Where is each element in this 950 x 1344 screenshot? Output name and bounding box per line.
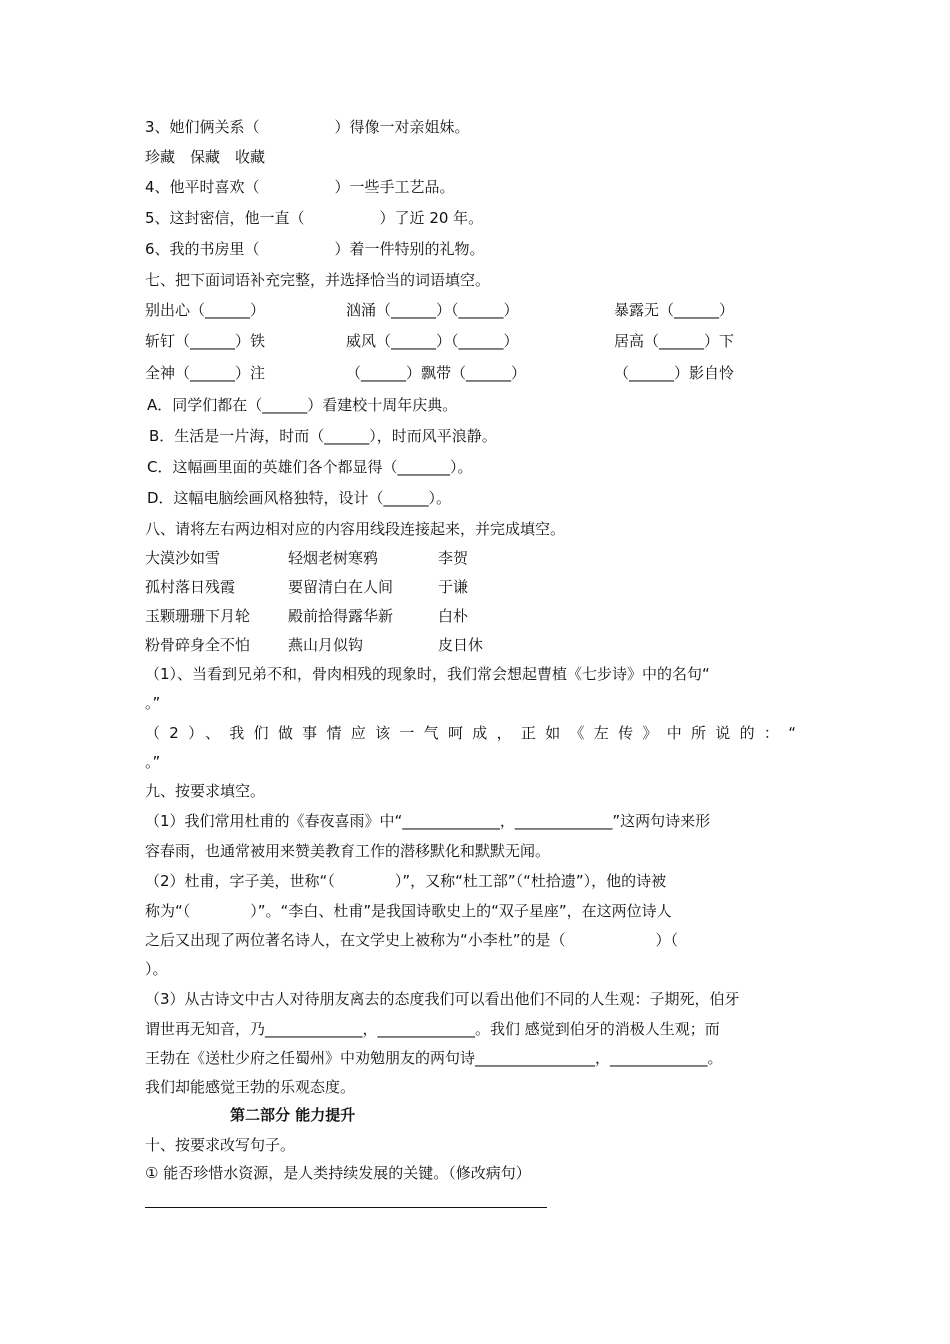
q8-prompt-2-line-2: 。” <box>145 753 161 771</box>
q8-row-4-mid: 燕山月似钩 <box>288 636 364 654</box>
q9-item-3-line-2: 谓世再无知音，乃_____________，_____________。我们 感觉到伯牙的消极人生观；而 <box>145 1020 720 1038</box>
q7-row-2-col-2: 威风（______）（______） <box>346 332 519 350</box>
q8-row-2-left: 孤村落日残霞 <box>145 578 236 596</box>
q8-prompt-2-line-1: （2）、我们做事情应该一气呵成，正如《左传》中所说的：“ <box>145 724 805 742</box>
q6-options: 珍藏 保藏 收藏 <box>145 148 266 166</box>
q10-title: 十、按要求改写句子。 <box>145 1136 296 1154</box>
q8-row-4-left: 粉骨碎身全不怕 <box>145 636 251 654</box>
q8-title: 八、请将左右两边相对应的内容用线段连接起来，并完成填空。 <box>145 520 566 538</box>
q7-row-3-col-3: （______）影自怜 <box>614 364 735 382</box>
q7-title: 七、把下面词语补充完整，并选择恰当的词语填空。 <box>145 271 491 289</box>
q7-row-2-col-1: 斩钉（______）铁 <box>145 332 266 350</box>
q7-row-1-col-1: 别出心（______） <box>145 301 266 319</box>
answer-line <box>145 1207 547 1208</box>
q7-item-c: C．这幅画里面的英雄们各个都显得（_______）。 <box>147 458 473 476</box>
q8-row-3-left: 玉颗珊珊下月轮 <box>145 607 251 625</box>
q6-sentence-3: 3、她们俩关系（ ）得像一对亲姐妹。 <box>145 118 470 136</box>
q7-item-b: B．生活是一片海，时而（______），时而风平浪静。 <box>149 427 497 445</box>
q7-row-3-col-1: 全神（______）注 <box>145 364 266 382</box>
q7-row-1-col-3: 暴露无（______） <box>614 301 735 319</box>
q9-item-2-line-1: （2）杜甫，字子美，世称“（ ）”，又称“杜工部”（“杜拾遗”），他的诗被 <box>145 872 667 890</box>
q9-title: 九、按要求填空。 <box>145 782 266 800</box>
q9-item-2-line-3: 之后又出现了两位著名诗人，在文学史上被称为“小李杜”的是（ ）（ <box>145 931 679 949</box>
q9-item-1-line-1: （1）我们常用杜甫的《春夜喜雨》中“_____________，_____________”这两句诗来形 <box>145 812 711 830</box>
q8-row-1-left: 大漠沙如雪 <box>145 549 221 567</box>
part-2-heading: 第二部分 能力提升 <box>230 1106 356 1124</box>
q8-prompt-1-line-1: （1）、当看到兄弟不和，骨肉相残的现象时，我们常会想起曹植《七步诗》中的名句“ <box>145 665 710 683</box>
q9-item-3-line-4: 我们却能感觉王勃的乐观态度。 <box>145 1078 356 1096</box>
q8-row-1-right: 李贺 <box>438 549 469 567</box>
q8-row-3-mid: 殿前拾得露华新 <box>288 607 394 625</box>
q6-sentence-4: 4、他平时喜欢（ ）一些手工艺品。 <box>145 178 455 196</box>
q8-prompt-1-line-2: 。” <box>145 694 161 712</box>
q7-row-2-col-3: 居高（______）下 <box>614 332 735 350</box>
q6-sentence-6: 6、我的书房里（ ）着一件特别的礼物。 <box>145 240 485 258</box>
q7-item-a: A．同学们都在（______）看建校十周年庆典。 <box>147 396 458 414</box>
q9-item-1-line-2: 容春雨，也通常被用来赞美教育工作的潜移默化和默默无闻。 <box>145 842 551 860</box>
q8-row-1-mid: 轻烟老树寒鸦 <box>288 549 379 567</box>
q9-item-3-line-1: （3）从古诗文中古人对待朋友离去的态度我们可以看出他们不同的人生观：子期死，伯牙 <box>145 990 740 1008</box>
q7-item-d: D．这幅电脑绘画风格独特，设计（______）。 <box>147 489 452 507</box>
q9-item-2-line-2: 称为“（ ）”。“李白、杜甫”是我国诗歌史上的“双子星座”，在这两位诗人 <box>145 902 672 920</box>
q8-row-2-mid: 要留清白在人间 <box>288 578 394 596</box>
q8-row-4-right: 皮日休 <box>438 636 484 654</box>
q10-item-1: ① 能否珍惜水资源，是人类持续发展的关键。（修改病句） <box>145 1164 531 1182</box>
q9-item-2-line-4: ）。 <box>145 960 168 978</box>
q8-row-2-right: 于谦 <box>438 578 469 596</box>
q7-row-1-col-2: 汹涌（______）（______） <box>346 301 519 319</box>
q8-row-3-right: 白朴 <box>438 607 469 625</box>
q6-sentence-5: 5、这封密信，他一直（ ）了近 20 年。 <box>145 209 484 227</box>
q7-row-3-col-2: （______）飘带（______） <box>346 364 527 382</box>
q9-item-3-line-3: 王勃在《送杜少府之任蜀州》中劝勉朋友的两句诗________________，_____________。 <box>145 1049 723 1067</box>
